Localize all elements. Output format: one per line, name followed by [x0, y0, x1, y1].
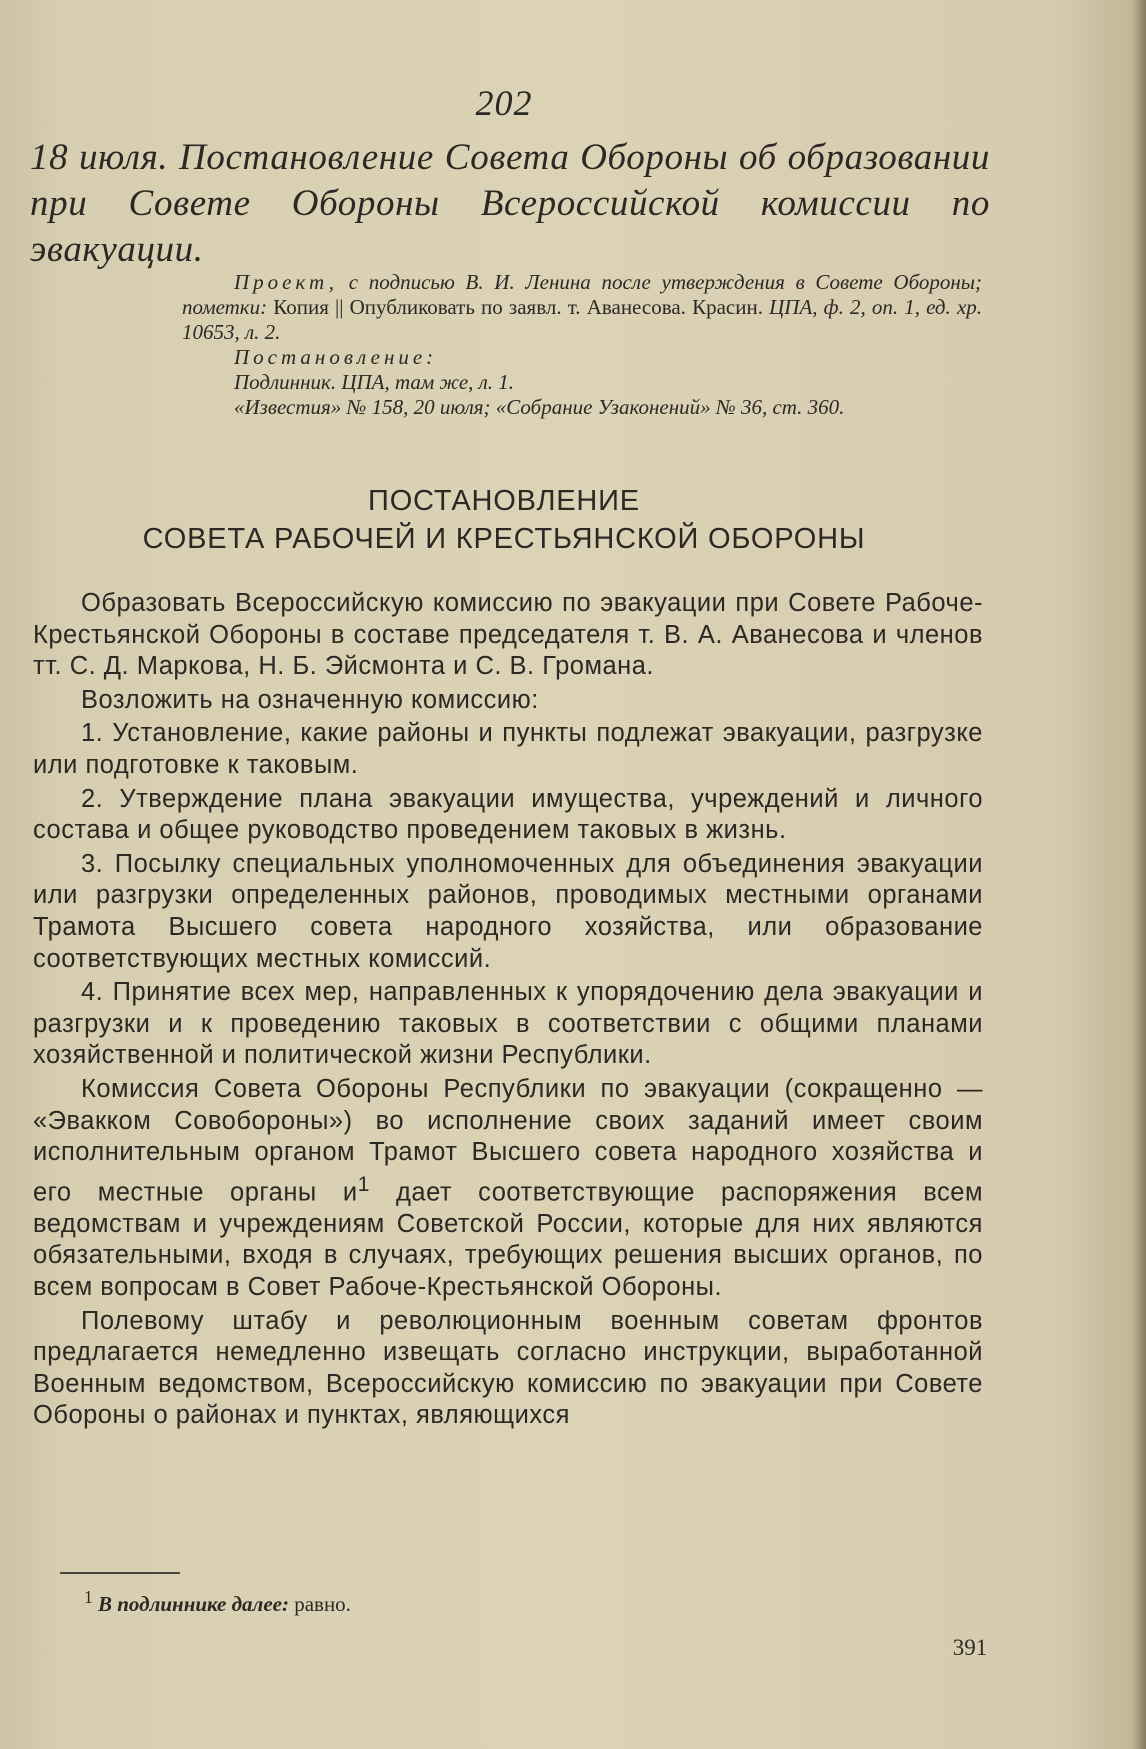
footnote-text: равно.	[294, 1592, 351, 1616]
source-draft-archive-ref: ЦПА, ф. 2, оп. 1, ед. хр. 10653, л. 2.	[182, 295, 983, 344]
paragraph-7	[33, 1074, 983, 1304]
page-number: 391	[952, 1635, 988, 1660]
footnote-mark: 1	[84, 1587, 93, 1607]
source-publication: «Известия» № 158, 20 июля; «Собрание Узаконений» № 36, ст. 360.	[234, 395, 845, 419]
paragraph-5: 3. Посылку специальных уполномоченных для объединения эвакуации или разгрузки определенных районов, проводимых местными органами Трамота Высшего совета народного хозяйства, или образование соответствующих местных комиссий.	[33, 849, 983, 973]
paragraph-7-part-b: дает соответствующие распоряжения всем ведомствам и учреждениям Советской России, которые для них являются обязательными, входя в случаях, требующих решения высших органов, по всем вопросам в Совет Рабоче-Крестьянской Обороны.	[33, 1178, 983, 1301]
footnote-divider	[60, 1572, 180, 1574]
paragraph-4: 2. Утверждение плана эвакуации имущества, учреждений и личного состава и общее руководство проведением таковых в жизнь.	[33, 784, 983, 845]
source-draft-marks: Копия || Опубликовать по заявл. т. Аванесова. Красин.	[273, 295, 763, 319]
source-note-draft	[182, 270, 982, 345]
paragraph-7-part-a: Комиссия Совета Обороны Республики по эвакуации (сокращенно — «Эвакком Совобороны») во исполнение своих заданий имеет своим исполнительным органом Трамот Высшего совета народного хозяйства и его местные органы и	[33, 1074, 983, 1207]
paragraph-6: 4. Принятие всех мер, направленных к упорядочению дела эвакуации и разгрузки и к проведению таковых в соответствии с общими планами хозяйственной и политической жизни Республики.	[33, 978, 983, 1070]
paragraph-2: Возложить на означенную комиссию:	[81, 685, 539, 714]
resolution-title-line1: ПОСТАНОВЛЕНИЕ	[368, 485, 640, 517]
paragraph-1: Образовать Всероссийскую комиссию по эвакуации при Совете Рабоче-Крестьянской Обороны в составе председателя т. В. А. Аванесова и членов тт. С. Д. Маркова, Н. Б. Эйсмонта и С. В. Громана.	[33, 589, 983, 681]
source-label-resolution: Постановление:	[234, 345, 438, 369]
source-draft-description: с подписью В. И. Ленина после утверждения в Совете Обороны; пометки:	[182, 270, 982, 319]
paragraph-8: Полевому штабу и революционным военным советам фронтов предлагается немедленно извещать согласно инструкции, выработанной Военным ведомством, Всероссийскую комиссию по эвакуации при Совете Обороны о районах и пунктах, являющихся	[33, 1306, 983, 1430]
paragraph-3: 1. Установление, какие районы и пункты подлежат эвакуации, разгрузке или подготовке к таковым.	[33, 719, 983, 779]
page-edge-shadow	[1132, 0, 1146, 1749]
document-number: 202	[475, 83, 533, 123]
footnote-italic: В подлиннике далее:	[98, 1592, 289, 1616]
resolution-title-line2: СОВЕТА РАБОЧЕЙ И КРЕСТЬЯНСКОЙ ОБОРОНЫ	[142, 523, 866, 555]
document-heading: 18 июля. Постановление Совета Обороны об образовании при Совете Обороны Всероссийской комиссии по эвакуации.	[30, 137, 990, 270]
source-original: Подлинник. ЦПА, там же, л. 1.	[234, 370, 515, 394]
resolution-title	[0, 482, 1008, 558]
resolution-body	[33, 588, 983, 1434]
source-notes	[182, 270, 982, 420]
footnote-reference: 1	[357, 1171, 370, 1196]
footnote	[84, 1587, 684, 1617]
source-label-draft: Проект,	[234, 270, 338, 294]
